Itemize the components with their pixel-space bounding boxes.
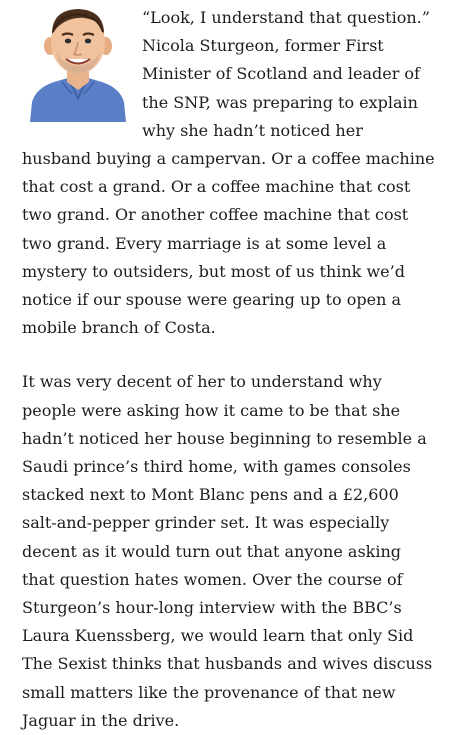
author-avatar [22,2,134,122]
article-body [22,4,435,735]
columnist-caricature-icon [22,2,134,122]
article-paragraph-1: “Look, I understand that question.” Nicola Sturgeon, former First Minister of Scotland and leader of the SNP, was preparing to explain why she hadn’t noticed her husband buying a campervan. Or a coffee machine that cost a grand. Or a coffee machine that cost two grand. Or another coffee machine that cost two grand. Every marriage is at some level a mystery to outsiders, but most of us think we’d notice if our spouse were gearing up to open a mobile branch of Costa. [22,8,435,338]
article-paragraph-2: It was very decent of her to understand why people were asking how it came to be that she hadn’t noticed her house beginning to resemble a Saudi prince’s third home, with games consoles stacked next to Mont Blanc pens and a £2,600 salt-and-pepper grinder set. It was especially decent as it would turn out that anyone asking that question hates women. Over the course of Sturgeon’s hour-long interview with the BBC’s Laura Kuenssberg, we would learn that only Sid The Sexist thinks that husbands and wives discuss small matters like the provenance of that new Jaguar in the drive. [22,372,433,730]
